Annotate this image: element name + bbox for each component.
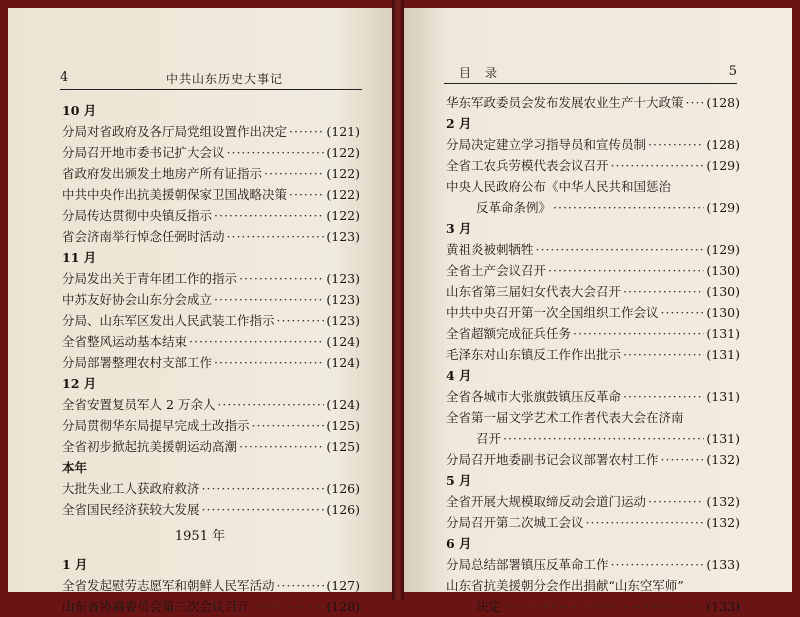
dot-leader [289,121,324,142]
entry-title: 全省第一届文学艺术工作者代表大会在济南 [446,410,684,425]
dot-leader [277,310,325,331]
toc-entry [8,289,392,310]
toc-entry [404,176,792,197]
entry-title: 全省各城市大张旗鼓镇压反革命 [446,389,622,404]
entry-title: 省会济南举行悼念任弼时活动 [62,229,225,244]
entry-page-number: (126) [326,481,360,496]
month-label: 1 月 [62,557,88,572]
entry-page-number: (124) [326,355,360,370]
toc-entry [404,155,792,176]
page-header [8,70,392,90]
toc-entry [8,331,392,352]
entry-title: 分局贯彻华东局提早完成土改指示 [62,418,250,433]
entry-page-number: (129) [706,242,740,257]
entry-page-number: (131) [706,389,740,404]
toc-entry [404,407,792,428]
dot-leader [214,205,324,226]
entry-page-number: (133) [706,599,740,614]
dot-leader [252,415,325,436]
month-label: 4 月 [446,368,472,383]
dot-leader [189,331,324,352]
entry-title: 分局召开地委副书记会议部署农村工作 [446,452,659,467]
month-label: 12 月 [62,376,97,391]
dot-leader [623,344,704,365]
month-heading [404,533,792,554]
toc-entry [8,184,392,205]
month-label: 6 月 [446,536,472,551]
entry-page-number: (122) [326,166,360,181]
left-page [8,8,392,614]
page-number: 5 [728,64,737,79]
dot-leader [553,197,704,218]
toc-entry [404,134,792,155]
month-heading [404,365,792,386]
entry-page-number: (131) [706,431,740,446]
dot-leader [648,134,704,155]
toc-entry-continuation [404,197,792,218]
entry-page-number: (128) [326,599,360,614]
month-heading [8,100,392,121]
entry-page-number: (128) [706,95,740,110]
entry-page-number: (133) [706,557,740,572]
entry-title: 全省安置复员军人 2 万余人 [62,397,216,412]
toc-entry [404,575,792,596]
month-heading [404,113,792,134]
header-rule [60,89,362,90]
entry-page-number: (122) [326,187,360,202]
dot-leader [277,575,325,596]
month-label: 2 月 [446,116,472,131]
entry-title: 中苏友好协会山东分会成立 [62,292,213,307]
entry-page-number: (122) [326,145,360,160]
toc-entry [404,491,792,512]
dot-leader [289,184,324,205]
entry-page-number: (132) [706,452,740,467]
dot-leader [503,428,704,449]
dot-leader [548,260,704,281]
entry-page-number: (131) [706,326,740,341]
dot-leader [214,289,324,310]
toc-entry [8,268,392,289]
entry-title: 毛泽东对山东镇反工作作出批示 [446,347,622,362]
toc-entry [404,239,792,260]
toc-entry [8,121,392,142]
toc-entry [8,205,392,226]
dot-leader [686,92,705,113]
toc-entry [8,310,392,331]
entry-page-number: (126) [326,502,360,517]
toc-entry [8,575,392,596]
toc-entry [8,352,392,373]
toc-entry [404,92,792,113]
dot-leader [573,323,704,344]
toc-entry [8,596,392,617]
toc-entry [404,554,792,575]
dot-leader [202,499,325,520]
year-heading [8,520,392,554]
month-label: 5 月 [446,473,472,488]
month-label: 10 月 [62,103,97,118]
entry-page-number: (130) [706,263,740,278]
entry-title: 全省国民经济获较大发展 [62,502,200,517]
entry-title: 中央人民政府公布《中华人民共和国惩治 [446,179,672,194]
entry-title: 分局、山东军区发出人民武装工作指示 [62,313,275,328]
header-rule [444,83,737,84]
entry-title: 黄祖炎被刺牺牲 [446,242,534,257]
entry-title: 中共中央召开第一次全国组织工作会议 [446,305,659,320]
dot-leader [648,491,704,512]
toc-entry [8,142,392,163]
entry-title: 分局决定建立学习指导员和宣传员制 [446,137,647,152]
month-heading [8,457,392,478]
dot-leader [227,226,325,247]
dot-leader [611,155,705,176]
entry-page-number: (123) [326,229,360,244]
toc-entry [404,281,792,302]
toc-entry-continuation [404,596,792,617]
dot-leader [661,449,705,470]
toc-entry [404,302,792,323]
dot-leader [611,554,705,575]
toc-entry [404,386,792,407]
entry-page-number: (124) [326,334,360,349]
toc-list [404,92,792,617]
dot-leader [536,239,705,260]
entry-page-number: (132) [706,515,740,530]
entry-page-number: (121) [326,124,360,139]
toc-entry [404,449,792,470]
entry-title: 分局部署整理农村支部工作 [62,355,213,370]
toc-list [8,100,392,617]
month-heading [8,373,392,394]
entry-title: 召开 [476,431,502,446]
running-title: 中共山东历史大事记 [166,72,284,86]
dot-leader [264,163,324,184]
entry-title: 全省发起慰劳志愿军和朝鲜人民军活动 [62,578,275,593]
entry-page-number: (130) [706,305,740,320]
toc-entry [404,512,792,533]
month-heading [8,554,392,575]
running-title: 目录 [459,66,512,80]
dot-leader [503,596,704,617]
month-heading [404,470,792,491]
entry-title: 分局传达贯彻中央镇反指示 [62,208,213,223]
entry-page-number: (132) [706,494,740,509]
dot-leader [202,478,325,499]
entry-page-number: (123) [326,292,360,307]
toc-entry [8,436,392,457]
entry-title: 全省超额完成征兵任务 [446,326,572,341]
entry-title: 反革命条例》 [476,200,552,215]
entry-page-number: (122) [326,208,360,223]
entry-title: 全省开展大规模取缔反动会道门运动 [446,494,647,509]
entry-title: 山东省协商委员会第三次会议召开 [62,599,250,614]
month-label: 本年 [62,460,88,475]
entry-title: 分局发出关于青年团工作的指示 [62,271,238,286]
entry-page-number: (124) [326,397,360,412]
dot-leader [661,302,705,323]
dot-leader [217,394,324,415]
toc-entry [8,394,392,415]
entry-title: 山东省抗美援朝分会作出捐献“山东空军师” [446,578,684,593]
entry-title: 决定 [476,599,502,614]
toc-entry [8,415,392,436]
entry-page-number: (128) [706,137,740,152]
entry-title: 全省整风运动基本结束 [62,334,188,349]
entry-title: 大批失业工人获政府救济 [62,481,200,496]
toc-entry [8,499,392,520]
toc-entry [8,226,392,247]
book-spine [392,0,404,600]
entry-page-number: (123) [326,271,360,286]
page-header [404,64,792,84]
month-heading [404,218,792,239]
entry-title: 省政府发出颁发土地房产所有证指示 [62,166,263,181]
toc-entry [8,478,392,499]
entry-title: 全省初步掀起抗美援朝运动高潮 [62,439,238,454]
dot-leader [239,268,324,289]
year-label: 1951 年 [174,529,226,544]
dot-leader [239,436,324,457]
entry-title: 分局对省政府及各厅局党组设置作出决定 [62,124,288,139]
entry-page-number: (129) [706,200,740,215]
entry-title: 山东省第三届妇女代表大会召开 [446,284,622,299]
dot-leader [252,596,325,617]
entry-page-number: (127) [326,578,360,593]
page-number: 4 [60,70,69,85]
entry-title: 分局总结部署镇压反革命工作 [446,557,609,572]
entry-page-number: (129) [706,158,740,173]
dot-leader [214,352,324,373]
month-label: 3 月 [446,221,472,236]
entry-title: 华东军政委员会发布发展农业生产十大政策 [446,95,684,110]
entry-page-number: (125) [326,418,360,433]
month-heading [8,247,392,268]
toc-entry [8,163,392,184]
toc-entry [404,323,792,344]
month-label: 11 月 [62,250,97,265]
dot-leader [227,142,325,163]
toc-entry-continuation [404,428,792,449]
toc-entry [404,344,792,365]
dot-leader [586,512,705,533]
entry-title: 全省工农兵劳模代表会议召开 [446,158,609,173]
toc-entry [404,260,792,281]
entry-title: 中共中央作出抗美援朝保家卫国战略决策 [62,187,288,202]
dot-leader [623,281,704,302]
entry-page-number: (130) [706,284,740,299]
right-page [404,8,792,614]
entry-title: 全省土产会议召开 [446,263,547,278]
entry-page-number: (131) [706,347,740,362]
dot-leader [623,386,704,407]
entry-title: 分局召开地市委书记扩大会议 [62,145,225,160]
entry-title: 分局召开第二次城工会议 [446,515,584,530]
entry-page-number: (123) [326,313,360,328]
entry-page-number: (125) [326,439,360,454]
